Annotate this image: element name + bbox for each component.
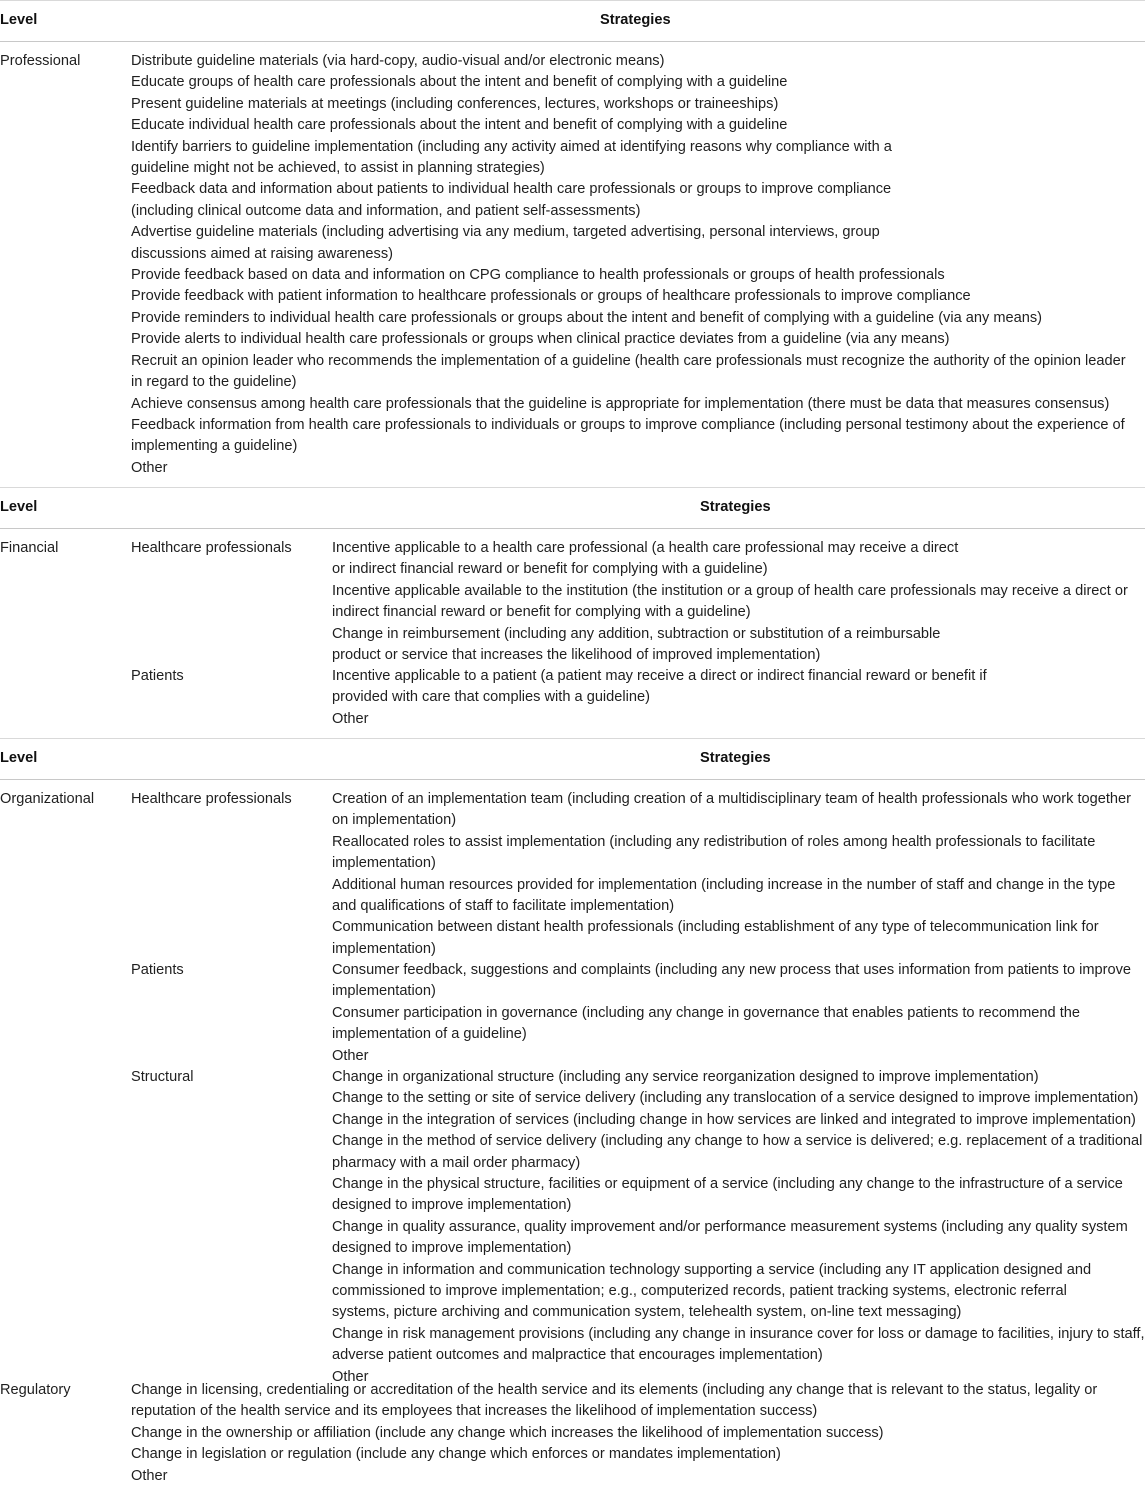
sublevel-label: Patients — [131, 962, 184, 978]
list-item: Other — [332, 1047, 369, 1064]
list-item: Consumer feedback, suggestions and complaints (including any new process that uses information from patients to improve implementation) — [332, 962, 1132, 1000]
strategy-list — [131, 51, 1145, 479]
level-label: Regulatory — [0, 1382, 71, 1398]
level-label: Financial — [0, 540, 59, 556]
list-item: Change in licensing, credentialing or accreditation of the health service and its elements (including any change that is relevant to the status, legality or reputation of the health service and its employees that increases the likelihood of implementation success) — [131, 1382, 1098, 1420]
header-level: Level — [0, 12, 38, 28]
list-item: Incentive applicable available to the institution (the institution or a group of health care professionals may receive a direct or indirect financial reward or benefit for complying with a guideline) — [332, 582, 1128, 621]
list-item: Other — [332, 710, 369, 727]
strategy-list — [131, 1380, 1145, 1487]
level-label: Professional — [0, 53, 81, 69]
level-label: Organizational — [0, 791, 95, 807]
list-item: Recruit an opinion leader who recommends the implementation of a guideline (health care professionals must recognize the authority of the opinion leader in regard to the guideline) — [131, 352, 1126, 391]
list-item: Change in legislation or regulation (include any change which enforces or mandates implementation) — [131, 1446, 781, 1463]
list-item: Change in organizational structure (including any service reorganization designed to improve implementation) — [332, 1069, 1039, 1085]
list-item: Change in quality assurance, quality improvement and/or performance measurement systems (including any quality system designed to improve implementation) — [332, 1218, 1128, 1257]
list-item: Change in risk management provisions (including any change in insurance cover for loss or damage to facilities, injury to staff, adverse patient outcomes and malpractice that encourages implementation) — [332, 1325, 1145, 1364]
list-item: Additional human resources provided for implementation (including increase in the number of staff and change in the type and qualifications of staff to facilitate implementation) — [332, 876, 1116, 915]
list-item: Feedback information from health care professionals to individuals or groups to improve compliance (including personal testimony about the experience of implementing a guideline) — [131, 416, 1125, 455]
list-item: Present guideline materials at meetings (including conferences, lectures, workshops or traineeships) — [131, 95, 779, 112]
list-item: Incentive applicable to a patient (a patient may receive a direct or indirect financial reward or benefit if provided with care that complies with a guideline) — [332, 668, 987, 706]
header-strategies: Strategies — [700, 499, 771, 515]
list-item: Identify barriers to guideline implementation (including any activity aimed at identifying reasons why compliance with a guideline might not be achieved, to assist in planning strategies) — [131, 138, 892, 177]
header-strategies: Strategies — [600, 12, 671, 28]
header-level: Level — [0, 499, 38, 515]
strategy-list — [332, 666, 1145, 730]
list-item: Change in reimbursement (including any addition, subtraction or substitution of a reimbursable product or service that increases the likelihood of improved implementation) — [332, 625, 941, 664]
list-item: Reallocated roles to assist implementation (including any redistribution of roles among health professionals to facilitate implementation) — [332, 833, 1096, 872]
list-item: Feedback data and information about patients to individual health care professionals or groups to improve compliance (including clinical outcome data and information, and patient self-assessments) — [131, 181, 892, 219]
header-level: Level — [0, 750, 38, 766]
list-item: Other — [332, 1368, 369, 1385]
sublevel-label: Healthcare professionals — [131, 540, 292, 556]
list-item: Provide feedback based on data and information on CPG compliance to health professionals or groups of health professionals — [131, 267, 945, 284]
sublevel-label: Structural — [131, 1069, 194, 1085]
list-item: Provide reminders to individual health care professionals or groups about the intent and benefit of complying with a guideline (via any means) — [131, 309, 1043, 326]
sublevel-label: Healthcare professionals — [131, 791, 292, 807]
sublevel-label: Patients — [131, 668, 184, 684]
section-regulatory — [0, 1380, 1145, 1490]
list-item: Other — [131, 1467, 168, 1484]
table-header — [0, 738, 1145, 780]
list-item: Change to the setting or site of service delivery (including any translocation of a service designed to improve implementation) — [332, 1090, 1139, 1107]
list-item: Advertise guideline materials (including advertising via any medium, targeted advertising, personal interviews, group discussions aimed at raising awareness) — [131, 224, 880, 262]
list-item: Change in the integration of services (including change in how services are linked and integrated to improve implementation) — [332, 1111, 1136, 1128]
strategy-list — [332, 789, 1145, 960]
table-header — [0, 0, 1145, 42]
table-header — [0, 487, 1145, 529]
list-item: Creation of an implementation team (including creation of a multidisciplinary team of health professionals who work together on implementation) — [332, 791, 1132, 829]
list-item: Distribute guideline materials (via hard-copy, audio-visual and/or electronic means) — [131, 53, 665, 69]
list-item: Other — [131, 459, 168, 476]
list-item: Provide feedback with patient information to healthcare professionals or groups of healthcare professionals to improve compliance — [131, 288, 971, 305]
list-item: Consumer participation in governance (including any change in governance that enables patients to recommend the implementation of a guideline) — [332, 1004, 1080, 1043]
section-organizational — [0, 780, 1145, 1385]
list-item: Communication between distant health professionals (including establishment of any type of telecommunication link for implementation) — [332, 919, 1099, 957]
list-item: Change in the physical structure, facilities or equipment of a service (including any change to the infrastructure of a service designed to improve implementation) — [332, 1176, 1123, 1214]
list-item: Change in information and communication technology supporting a service (including any IT application designed and commissioned to improve implementation; e.g., computerized records, patient tracking systems, electronic referral systems, picture archiving and communication system, telehealth system, on-line text messaging) — [332, 1261, 1092, 1321]
list-item: Provide alerts to individual health care professionals or groups when clinical practice deviates from a guideline (via any means) — [131, 331, 950, 348]
list-item: Educate groups of health care professionals about the intent and benefit of complying with a guideline — [131, 74, 788, 91]
list-item: Achieve consensus among health care professionals that the guideline is appropriate for implementation (there must be data that measures consensus) — [131, 395, 1110, 412]
list-item: Incentive applicable to a health care professional (a health care professional may receive a direct or indirect financial reward or benefit for complying with a guideline) — [332, 540, 959, 578]
strategy-list — [332, 960, 1145, 1067]
section-professional — [0, 42, 1145, 487]
list-item: Change in the ownership or affiliation (include any change which increases the likelihood of implementation success) — [131, 1424, 884, 1441]
strategy-list — [332, 538, 1145, 666]
header-strategies: Strategies — [700, 750, 771, 766]
list-item: Educate individual health care professionals about the intent and benefit of complying with a guideline — [131, 117, 788, 134]
section-financial — [0, 529, 1145, 738]
list-item: Change in the method of service delivery (including any change to how a service is delivered; e.g. replacement of a traditional pharmacy with a mail order pharmacy) — [332, 1133, 1143, 1171]
strategy-list — [332, 1067, 1145, 1388]
